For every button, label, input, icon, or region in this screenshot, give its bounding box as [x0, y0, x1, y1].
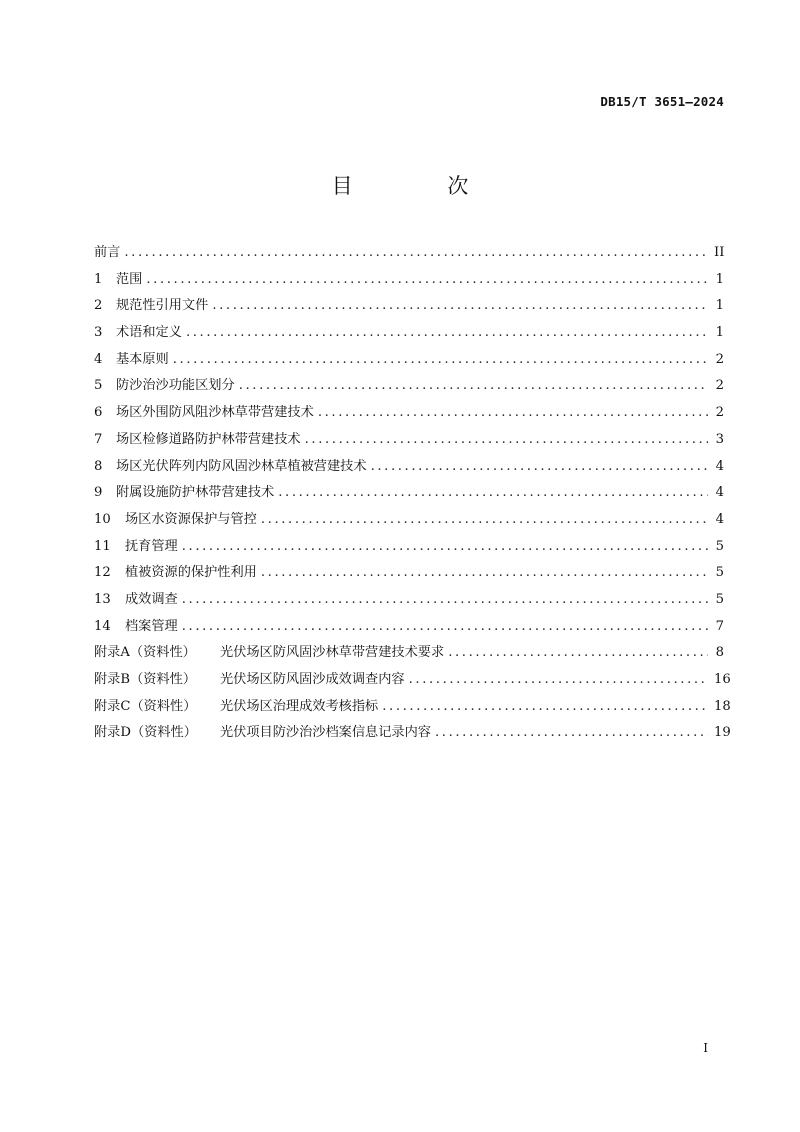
- leader-dots: [409, 672, 708, 687]
- toc-entry-page: 5: [715, 591, 724, 607]
- leader-dots: [261, 565, 708, 580]
- toc-entry-foreword[interactable]: [94, 241, 724, 268]
- page-number: I: [703, 1041, 708, 1055]
- toc-entry[interactable]: [94, 481, 724, 508]
- toc-entry-number: 13: [94, 591, 111, 607]
- toc-entry-page: II: [714, 245, 725, 260]
- page-title: 目 次: [331, 174, 513, 198]
- toc-annex-heading: 附录D（资料性）: [94, 725, 197, 741]
- toc-entry[interactable]: [94, 615, 724, 642]
- leader-dots: [382, 699, 708, 714]
- toc-entry-page: 19: [714, 725, 731, 741]
- toc-entry-label: 光伏项目防沙治沙档案信息记录内容: [220, 725, 431, 741]
- toc-entry-page: 5: [715, 538, 724, 554]
- leader-dots: [239, 378, 708, 393]
- toc-entry-number: 1: [94, 271, 103, 287]
- toc-entry-page: 1: [715, 271, 724, 287]
- toc-entry-number: 10: [94, 511, 111, 527]
- toc-entry-page: 2: [715, 351, 724, 367]
- toc-entry-page: 18: [714, 698, 731, 714]
- toc-entry[interactable]: [94, 348, 724, 375]
- toc-entry-page: 3: [715, 431, 724, 447]
- toc-entry-page: 1: [715, 325, 724, 341]
- toc-entry-page: 8: [715, 645, 724, 661]
- leader-dots: [182, 619, 708, 634]
- document-code: DB15/T 3651—2024: [600, 94, 724, 109]
- toc-entry-page: 16: [714, 672, 731, 687]
- toc-entry-label: 术语和定义: [116, 325, 182, 341]
- toc-annex-heading: 附录B（资料性）: [94, 672, 197, 687]
- toc-entry[interactable]: [94, 455, 724, 482]
- toc-annex-heading: 附录C（资料性）: [94, 698, 197, 714]
- toc-entry[interactable]: [94, 535, 724, 562]
- toc-entry[interactable]: [94, 401, 724, 428]
- toc-entry-label: 场区水资源保护与管控: [125, 511, 257, 527]
- toc-entry-number: 8: [94, 458, 103, 474]
- toc-entry[interactable]: [94, 268, 724, 295]
- leader-dots: [173, 352, 708, 367]
- leader-dots: [146, 272, 708, 287]
- leader-dots: [182, 539, 708, 554]
- leader-dots: [124, 245, 708, 260]
- toc-entry-number: 12: [94, 565, 111, 581]
- toc-entry-number: 9: [94, 485, 103, 501]
- toc-entry-label: 光伏场区防风固沙林草带营建技术要求: [220, 645, 445, 661]
- toc-entry-number: 14: [94, 618, 111, 634]
- leader-dots: [448, 645, 708, 660]
- toc-entry-page: 4: [715, 511, 724, 527]
- toc-annex-entry[interactable]: [94, 695, 731, 722]
- toc-entry-label: 场区光伏阵列内防风固沙林草植被营建技术: [116, 458, 367, 474]
- toc-entry-label: 规范性引用文件: [116, 298, 209, 314]
- toc-entry-label: 成效调查: [125, 591, 178, 607]
- toc-annex-heading: 附录A（资料性）: [94, 645, 196, 661]
- toc-entry-number: 4: [94, 351, 103, 367]
- toc-entry-page: 1: [715, 298, 724, 314]
- toc-entry-label: 场区检修道路防护林带营建技术: [116, 431, 301, 447]
- toc-entry-number: 3: [94, 325, 103, 341]
- toc-entry-label: 基本原则: [116, 351, 169, 367]
- toc-annex-entry[interactable]: [94, 668, 731, 695]
- leader-dots: [278, 485, 708, 500]
- toc-entry-label: 光伏场区治理成效考核指标: [220, 698, 379, 714]
- toc-entry-page: 5: [715, 565, 724, 581]
- toc-entry-number: 11: [94, 538, 111, 554]
- toc-entry-label: 抚育管理: [125, 538, 178, 554]
- toc-entry[interactable]: [94, 588, 724, 615]
- leader-dots: [435, 725, 708, 740]
- toc-entry-number: 5: [94, 378, 103, 394]
- leader-dots: [318, 405, 708, 420]
- toc-entry[interactable]: [94, 294, 724, 321]
- toc-entry-label: 档案管理: [125, 618, 178, 634]
- toc-entry[interactable]: [94, 428, 724, 455]
- toc-entry-label: 场区外围防风阻沙林草带营建技术: [116, 405, 314, 421]
- leader-dots: [305, 432, 708, 447]
- toc-entry[interactable]: [94, 374, 724, 401]
- toc-entry-number: 7: [94, 431, 103, 447]
- table-of-contents: [94, 241, 731, 748]
- toc-entry[interactable]: [94, 561, 724, 588]
- toc-entry-label: 植被资源的保护性利用: [125, 565, 257, 581]
- toc-entry-page: 4: [715, 485, 724, 501]
- toc-entry[interactable]: [94, 321, 724, 348]
- toc-annex-entry[interactable]: [94, 641, 724, 668]
- toc-entry-label: 前言: [94, 245, 121, 260]
- toc-entry-page: 7: [715, 618, 724, 634]
- toc-entry[interactable]: [94, 508, 724, 535]
- toc-entry-page: 4: [715, 458, 724, 474]
- leader-dots: [182, 592, 708, 607]
- toc-entry-number: 6: [94, 405, 103, 421]
- leader-dots: [186, 325, 708, 340]
- toc-entry-page: 2: [715, 378, 724, 394]
- toc-entry-label: 附属设施防护林带营建技术: [116, 485, 275, 501]
- leader-dots: [261, 512, 708, 527]
- leader-dots: [212, 298, 708, 313]
- toc-entry-label: 光伏场区防风固沙成效调查内容: [220, 672, 405, 687]
- toc-entry-number: 2: [94, 298, 103, 314]
- toc-annex-entry[interactable]: [94, 721, 731, 748]
- leader-dots: [371, 459, 708, 474]
- toc-entry-page: 2: [715, 405, 724, 421]
- toc-entry-label: 防沙治沙功能区划分: [116, 378, 235, 394]
- toc-entry-label: 范围: [116, 271, 143, 287]
